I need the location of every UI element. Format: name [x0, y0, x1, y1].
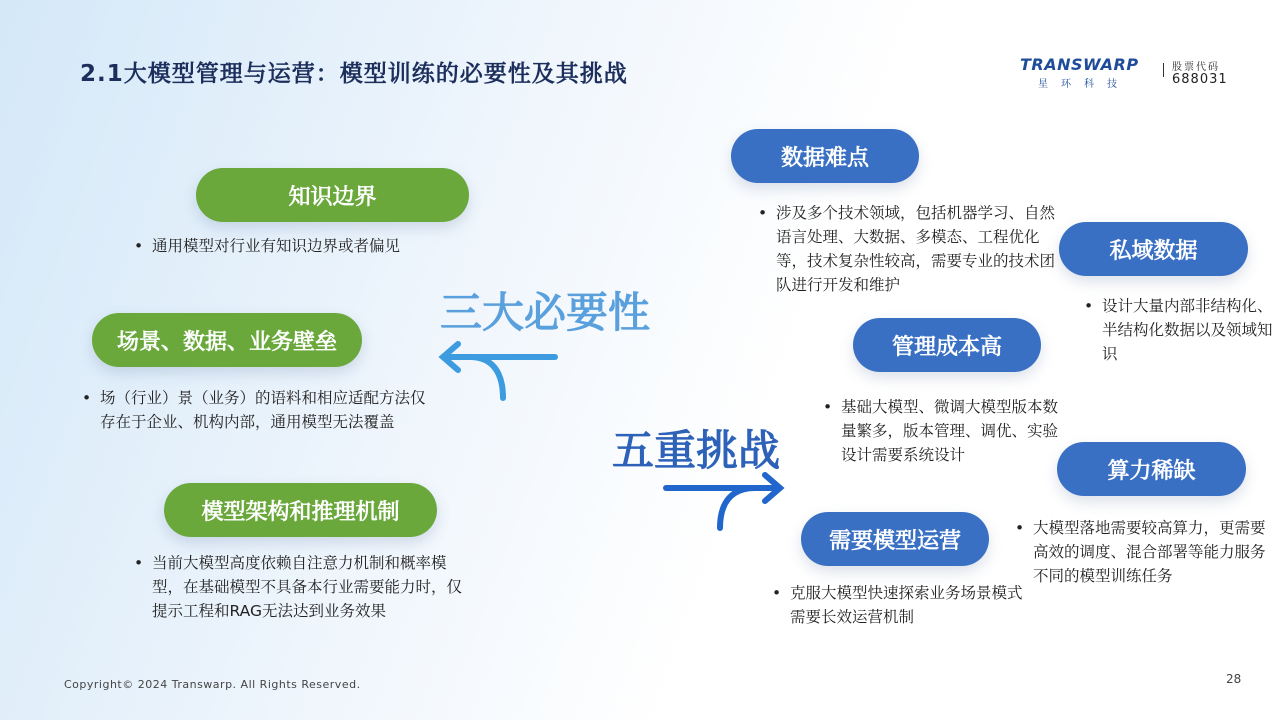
pill-scene-data-barrier: 场景、数据、业务壁垒 [92, 313, 362, 367]
text-knowledge-boundary: • 通用模型对行业有知识边界或者偏见 [134, 234, 452, 258]
pill-compute-scarcity: 算力稀缺 [1057, 442, 1246, 496]
challenges-heading: 五重挑战 [612, 426, 781, 475]
text-data-difficulty: • 涉及多个技术领域，包括机器学习、自然语言处理、大数据、多模态、工程优化等，技术复杂性较高，需要专业的技术团队进行开发和维护 [758, 201, 1056, 297]
text-model-architecture: • 当前大模型高度依赖自注意力机制和概率模型，在基础模型不具备本行业需要能力时，仅提示工程和RAG无法达到业务效果 [134, 551, 472, 623]
left-curved-arrow-icon [443, 344, 555, 398]
pill-management-cost: 管理成本高 [853, 318, 1041, 372]
right-curved-arrow-icon [666, 475, 780, 528]
page-number: 28 [1226, 672, 1242, 686]
logo-chinese-name: 星环科技 [1038, 79, 1130, 90]
page-title: 2.1大模型管理与运营：模型训练的必要性及其挑战 [80, 61, 628, 87]
text-private-data: • 设计大量内部非结构化、半结构化数据以及领域知识 [1084, 294, 1278, 366]
stock-label: 股票代码 [1172, 62, 1220, 73]
logo-wordmark: TRANSWARP [1020, 55, 1139, 74]
pill-data-difficulty: 数据难点 [731, 129, 919, 183]
text-management-cost: • 基础大模型、微调大模型版本数量繁多，版本管理、调优、实验设计需要系统设计 [823, 395, 1071, 467]
text-model-operations: • 克服大模型快速探索业务场景模式需要长效运营机制 [772, 581, 1030, 629]
copyright-footer: Copyright© 2024 Transwarp. All Rights Reserved. [64, 678, 361, 691]
necessity-heading: 三大必要性 [440, 288, 651, 337]
text-scene-data-barrier: • 场（行业）景（业务）的语料和相应适配方法仅存在于企业、机构内部，通用模型无法覆盖 [82, 386, 430, 434]
pill-private-data: 私域数据 [1059, 222, 1248, 276]
pill-model-architecture: 模型架构和推理机制 [164, 483, 437, 537]
stock-code: 688031 [1172, 72, 1228, 87]
pill-knowledge-boundary: 知识边界 [196, 168, 469, 222]
pill-model-operations: 需要模型运营 [801, 512, 989, 566]
text-compute-scarcity: • 大模型落地需要较高算力，更需要高效的调度、混合部署等能力服务不同的模型训练任务 [1015, 516, 1268, 588]
